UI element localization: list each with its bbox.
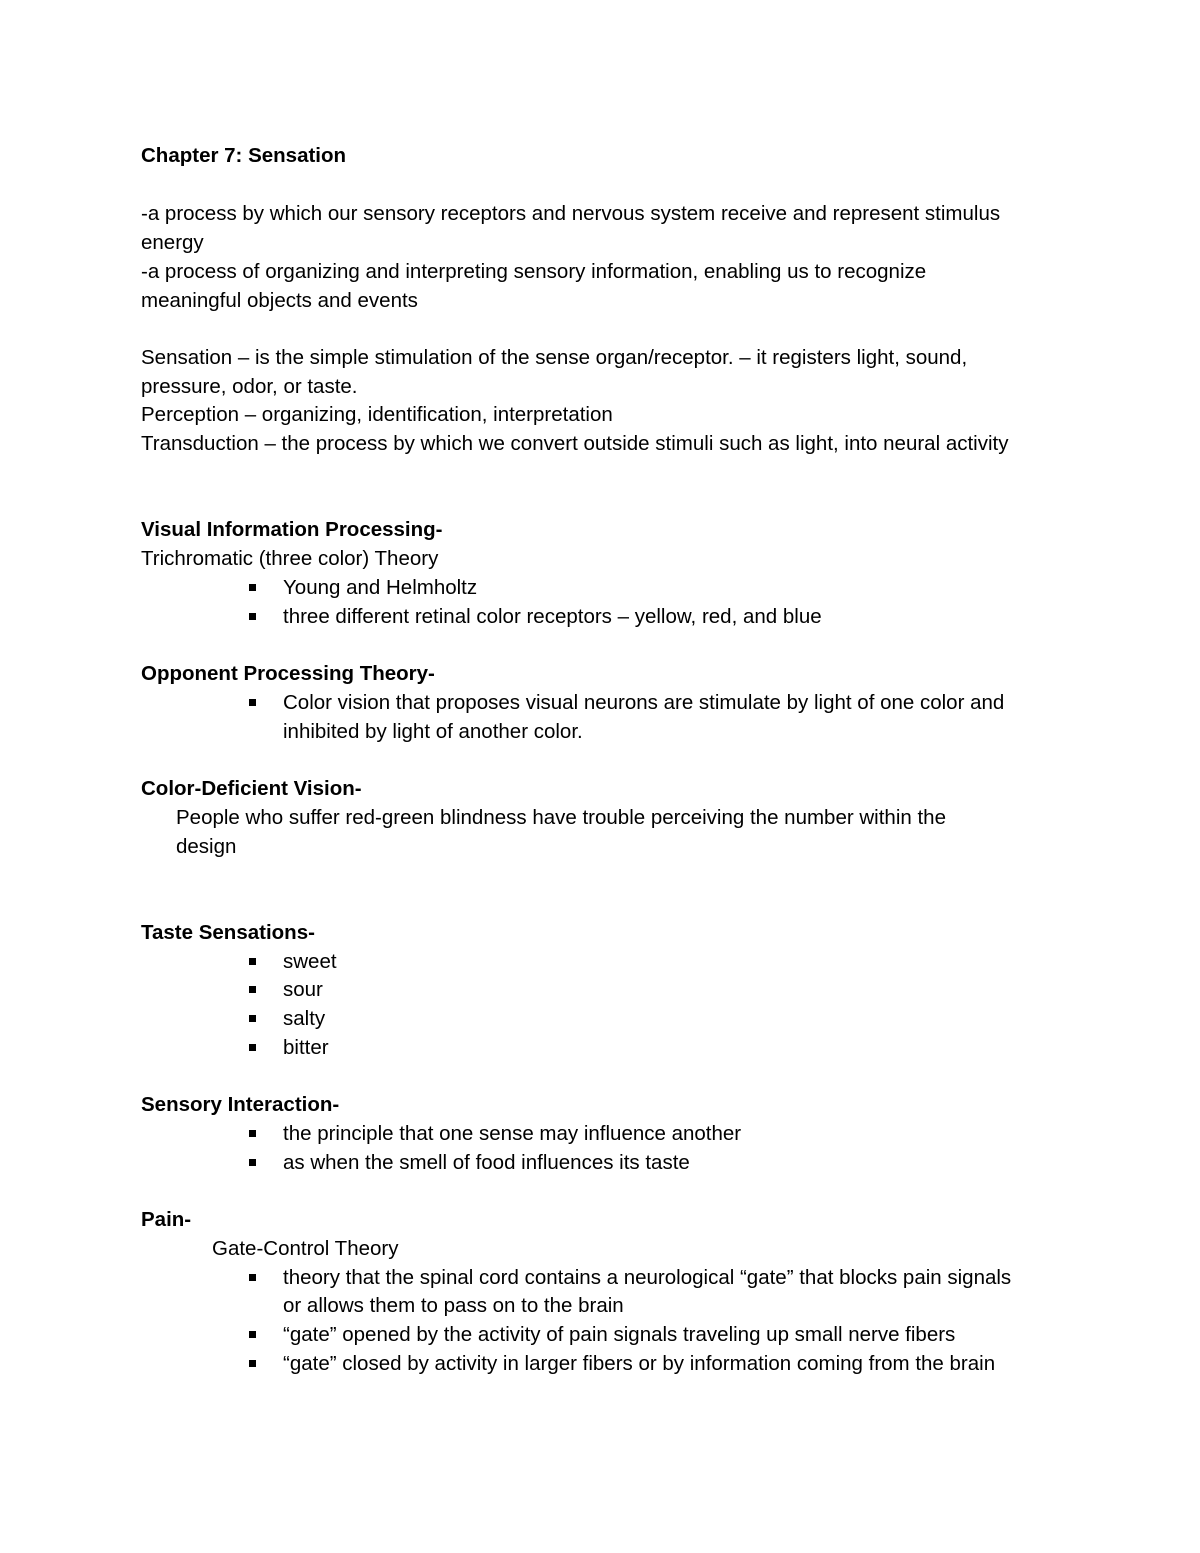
taste-bullet: sour: [283, 978, 323, 1001]
bullet-icon: [249, 1350, 259, 1360]
opponent-bullet-cont: inhibited by light of another color.: [283, 720, 583, 743]
pain-bullet: “gate” closed by activity in larger fibers or by information coming from the brain: [283, 1352, 996, 1375]
interaction-bullet: as when the smell of food influences its taste: [283, 1151, 690, 1174]
bullet-icon: [249, 1321, 259, 1331]
bullet-icon: [249, 1264, 259, 1274]
bullet-icon: [249, 603, 259, 613]
interaction-bullet: the principle that one sense may influence another: [283, 1122, 742, 1145]
opponent-bullet: Color vision that proposes visual neurons are stimulate by light of one color and: [283, 691, 1005, 714]
taste-bullet: sweet: [283, 950, 337, 973]
bullet-icon: [249, 574, 259, 584]
pain-bullet-cont: or allows them to pass on to the brain: [283, 1294, 624, 1317]
pain-bullet: theory that the spinal cord contains a neurological “gate” that blocks pain signals: [283, 1266, 1012, 1289]
bullet-icon: [249, 1149, 259, 1159]
definition-sensation-cont: pressure, odor, or taste.: [141, 375, 358, 398]
opponent-heading: Opponent Processing Theory-: [141, 662, 435, 685]
visual-bullet: three different retinal color receptors – yellow, red, and blue: [283, 605, 822, 628]
bullet-icon: [249, 1005, 259, 1015]
deficient-text: People who suffer red-green blindness have trouble perceiving the number within the: [176, 806, 946, 829]
deficient-text: design: [176, 835, 237, 858]
bullet-icon: [249, 689, 259, 699]
intro-line: -a process of organizing and interpreting sensory information, enabling us to recognize: [141, 260, 927, 283]
bullet-icon: [249, 948, 259, 958]
taste-bullet: salty: [283, 1007, 326, 1030]
definition-sensation: Sensation – is the simple stimulation of the sense organ/receptor. – it registers light, sound,: [141, 346, 968, 369]
page-title: Chapter 7: Sensation: [141, 144, 347, 167]
visual-bullet: Young and Helmholtz: [283, 576, 478, 599]
intro-line: -a process by which our sensory receptors and nervous system receive and represent stimulus: [141, 202, 1001, 225]
pain-subheading: Gate-Control Theory: [212, 1237, 399, 1260]
pain-bullet: “gate” opened by the activity of pain signals traveling up small nerve fibers: [283, 1323, 956, 1346]
bullet-icon: [249, 1034, 259, 1044]
definition-perception: Perception – organizing, identification, interpretation: [141, 403, 613, 426]
deficient-heading: Color-Deficient Vision-: [141, 777, 362, 800]
bullet-icon: [249, 976, 259, 986]
bullet-icon: [249, 1120, 259, 1130]
taste-bullet: bitter: [283, 1036, 329, 1059]
taste-heading: Taste Sensations-: [141, 921, 315, 944]
visual-subheading: Trichromatic (three color) Theory: [141, 547, 439, 570]
interaction-heading: Sensory Interaction-: [141, 1093, 340, 1116]
definition-transduction: Transduction – the process by which we convert outside stimuli such as light, into neural activity: [141, 432, 1009, 455]
intro-line: energy: [141, 231, 204, 254]
visual-heading: Visual Information Processing-: [141, 518, 443, 541]
pain-heading: Pain-: [141, 1208, 192, 1231]
intro-line: meaningful objects and events: [141, 289, 418, 312]
